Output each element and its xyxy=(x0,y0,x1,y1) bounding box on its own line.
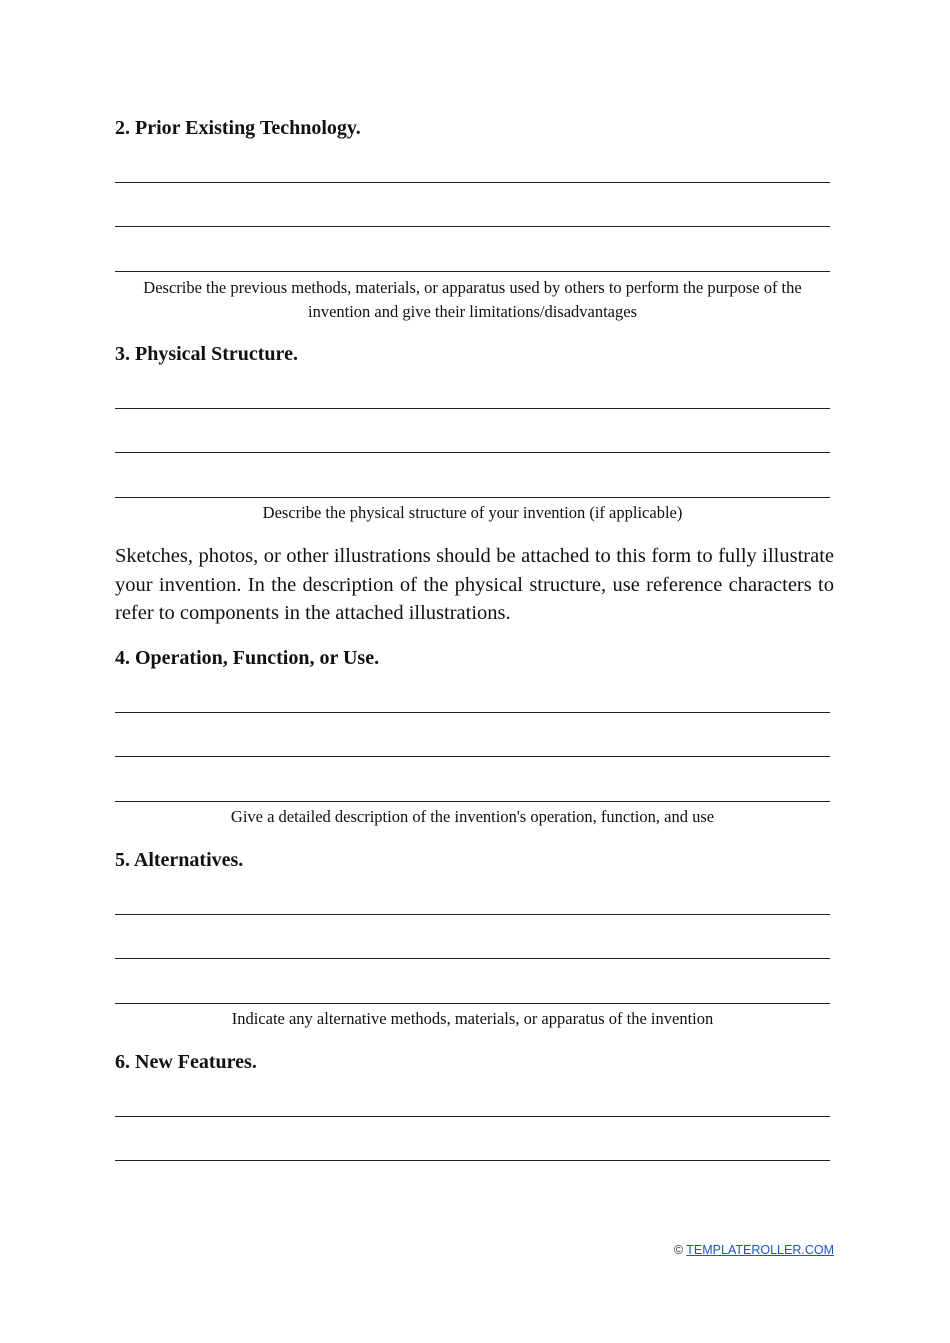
section-3-answer-line-1[interactable] xyxy=(115,408,830,409)
section-5-answer-line-1[interactable] xyxy=(115,914,830,915)
section-6-heading: 6. New Features. xyxy=(115,1051,257,1073)
section-4-caption: Give a detailed description of the invention's operation, function, and use xyxy=(230,807,715,826)
section-3-caption: Describe the physical structure of your invention (if applicable) xyxy=(262,503,683,522)
illustrations-instruction-paragraph: Sketches, photos, or other illustrations should be attached to this form to fully illustrate your invention. In the description of the physical structure, use reference characters to refer to components in the attached illustrations. xyxy=(115,545,834,624)
section-4-heading: 4. Operation, Function, or Use. xyxy=(115,647,380,669)
section-4-answer-line-2[interactable] xyxy=(115,756,830,757)
section-4-answer-line-1[interactable] xyxy=(115,712,830,713)
section-2-caption: Describe the previous methods, materials, or apparatus used by others to perform the purpose of the invention and give their limitations/disadvantages xyxy=(143,278,802,321)
section-3-answer-line-2[interactable] xyxy=(115,452,830,453)
section-4-answer-line-3[interactable] xyxy=(115,801,830,802)
section-2-heading: 2. Prior Existing Technology. xyxy=(115,117,361,139)
section-5-heading: 5. Alternatives. xyxy=(115,849,244,871)
templateroller-link[interactable]: TEMPLATEROLLER.COM xyxy=(686,1243,834,1257)
section-5-caption: Indicate any alternative methods, materials, or apparatus of the invention xyxy=(231,1009,714,1028)
section-5-answer-line-3[interactable] xyxy=(115,1003,830,1004)
section-5-answer-line-2[interactable] xyxy=(115,958,830,959)
copyright-symbol: © xyxy=(673,1243,684,1257)
section-2-answer-line-1[interactable] xyxy=(115,182,830,183)
section-3-heading: 3. Physical Structure. xyxy=(115,343,298,365)
section-6-answer-line-1[interactable] xyxy=(115,1116,830,1117)
footer-credit xyxy=(674,1242,834,1258)
section-2-answer-line-2[interactable] xyxy=(115,226,830,227)
section-3-answer-line-3[interactable] xyxy=(115,497,830,498)
section-6-answer-line-2[interactable] xyxy=(115,1160,830,1161)
section-2-answer-line-3[interactable] xyxy=(115,271,830,272)
